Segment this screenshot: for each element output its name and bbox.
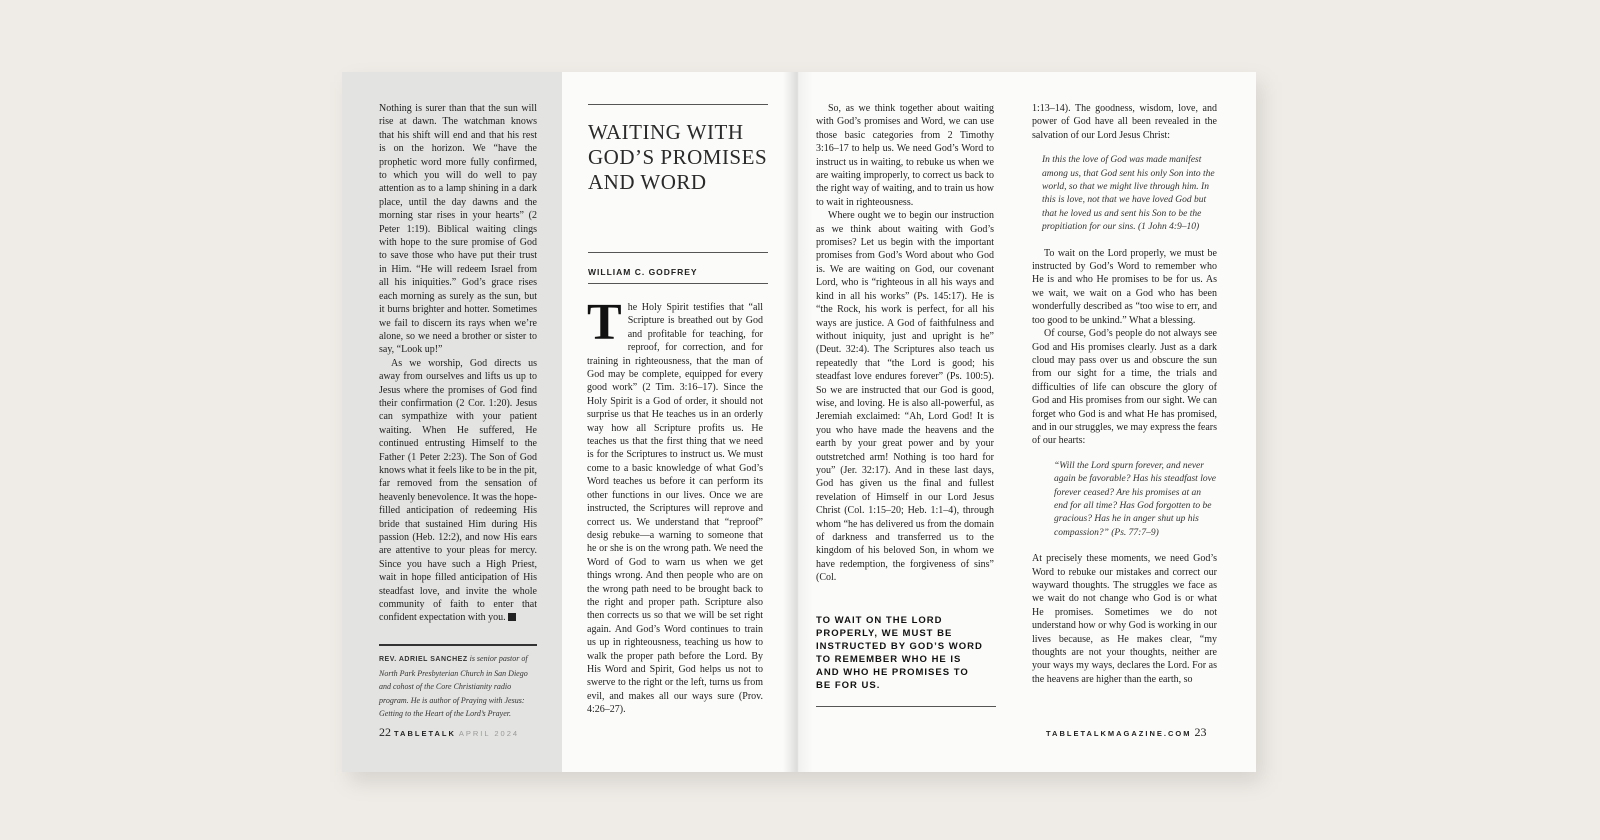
body-column-3	[816, 102, 994, 585]
magazine-name: TABLETALK	[394, 729, 456, 738]
paragraph: 1:13–14). The goodness, wisdom, love, and power of God have all been revealed in the salvation of our Lord Jesus Christ:	[1032, 103, 1217, 141]
paragraph: As we worship, God directs us away from ourselves and lifts us up to Jesus where the promises of God find their confirmation (2 Cor. 1:20). Jesus can sympathize with your patient waiting. When He suffered, He continued entrusting Himself to the Father (1 Peter 2:23). The Son of God knows what it feels like to be in the pit, far removed from the sensation of heavenly benevolence. It was the hope-filled anticipation of redeeming His bride that sustained Him during His passion (Heb. 12:2), and now His ears are attentive to your pleas for mercy. Since you have such a High Priest, wait in hope filled anticipation of His steadfast love, and invite the whole community of faith to enter that confident expectation with you.	[379, 357, 537, 624]
title-top-rule	[588, 104, 768, 105]
paragraph: Of course, God’s people do not always see God and His promises clearly. Just as a dark cloud may pass over us and obscure the sun from our sight for a time, the trials and difficulties of life can obscure the glory of God and His promises from our sight. We can forget who God is and what He has promised, and in our struggles, we may express the fears of our hearts:	[1032, 328, 1217, 447]
pull-quote-rule	[816, 706, 996, 707]
paragraph: Nothing is surer than that the sun will rise at dawn. The watchman knows that his shift will end and that his rest is on the horizon. We “have the prophetic word more fully confirmed, to which you will do well to pay attention as to a lamp shining in a dark place, until the day dawns and the morning star rises in your hearts” (2 Peter 1:19). Biblical waiting clings with hope to the sure promise of God to save those who have put their trust in Him. “He will redeem Israel from all his iniquities.” God’s grace rises each morning as surely as the sun, but it burns brighter and hotter. Sometimes we fail to discern its rays when we’re alone, so we need a brother or sister to say, “Look up!”	[379, 103, 537, 356]
psalm-quote: “Will the Lord spurn forever, and never again be favorable? Has his steadfast love forever ceased? Are his promises at an end for all time? Has God forgotten to be gracious? Has he in anger shut up his compassion?” (Ps. 77:7–9)	[1054, 460, 1217, 538]
end-mark-icon	[508, 613, 516, 621]
page-number: 23	[1194, 725, 1207, 739]
paragraph: he Holy Spirit testifies that “all Scripture is breathed out by God and profitable for teaching, for reproof, for correction, and for training in righteousness, that the man of God may be complete, equipped for every good work” (2 Tim. 3:16–17). Since the Holy Spirit is a God of order, it should not surprise us that He teaches us in an orderly way how all Scripture profits us. He teaches us that the first thing that we need is for the Scriptures to instruct us. We must come to a basic knowledge of what God’s Word teaches us before it can perform its other functions in our lives. Once we are instructed, the Scriptures will reprove and correct us. We understand that “reproof” desig rebuke—a warning to someone that he or she is on the wrong path. We need the Word of God to warn us when we get things wrong. And then people who are on the wrong path need to be brought back to the right and proper path. Scripture also then corrects us so that we will be set right again. And God’s Word continues to train us up in righteousness, teaching us how to walk the proper path before the Lord. By His Word and Spirit, God helps us not to swerve to the right or the left, turns us from evil, and makes all our ways sure (Prov. 4:26–27).	[587, 302, 763, 716]
drop-cap: T	[587, 294, 622, 351]
bio-rule	[379, 644, 537, 646]
body-column-2	[587, 294, 763, 717]
paragraph: Where ought we to begin our instruction as we think about waiting with God’s promises? Let us begin with the important promises from God’s Word about who God is. We are waiting on God, our covenant Lord, who is “righteous in all his ways and kind in all his works” (Ps. 145:17). He is “the Rock, his work is perfect, for all his ways are justice. A God of faithfulness and without iniquity, just and upright is he” (Deut. 32:4). The Scriptures also teach us repeatedly that “the Lord is good; his steadfast love endures forever” (Ps. 100:5). So we are instructed that our God is good, wise, and loving. He is also all-powerful, as Jeremiah exclaimed: “Ah, Lord God! It is you who have made the heavens and the earth by your great power and by your outstretched arm! Nothing is too hard for you” (Jer. 32:17). And in these last days, God has given us the final and fullest revelation of Himself in our Lord Jesus Christ (Col. 1:15–20; Heb. 1:1–4), through whom “he has delivered us from the domain of darkness and transferred us to the kingdom of his beloved Son, in whom we have redemption, the forgiveness of sins” (Col.	[816, 210, 994, 584]
paragraph: At precisely these moments, we need God’s Word to rebuke our mistakes and correct our wayward thoughts. The struggles we face as we wait do not change who God is or what He promises. Sometimes we do not understand how or why God is working in our lives because, as He makes clear, “my thoughts are not your thoughts, neither are your ways my ways, declares the Lord. For as the heavens are higher than the earth, so	[1032, 553, 1217, 685]
bio-name: REV. ADRIEL SANCHEZ	[379, 656, 468, 663]
author-rule	[588, 283, 768, 284]
left-folio	[379, 725, 519, 740]
issue-date: APRIL 2024	[458, 729, 520, 738]
right-folio	[1046, 725, 1206, 740]
article-author: WILLIAM C. GODFREY	[588, 267, 698, 277]
article-title: WAITING WITH GOD’S PROMISES AND WORD	[588, 120, 768, 194]
title-bottom-rule	[588, 252, 768, 253]
page-gutter	[783, 72, 813, 772]
author-bio	[379, 652, 537, 721]
pull-quote: TO WAIT ON THE LORD PROPERLY, WE MUST BE INSTRUCTED BY GOD’S WORD TO REMEMBER WHO HE IS AND WHO HE PROMISES TO BE FOR US.	[816, 615, 983, 691]
left-column-text	[379, 102, 537, 625]
scripture-quote: In this the love of God was made manifest among us, that God sent his only Son into the world, so that we might live through him. In this is love, not that we have loved God but that he loved us and sent his Son to be the propitiation for our sins. (1 John 4:9–10)	[1042, 155, 1215, 233]
paragraph: So, as we think together about waiting with God’s promises and Word, we can use those basic categories from 2 Timothy 3:16–17 to help us. We need God’s Word to instruct us in waiting, to rebuke us when we are waiting improperly, to correct us back to the right way of waiting, and to train us how to wait in righteousness.	[816, 103, 994, 208]
bio-text: is senior pastor of North Park Presbyterian Church in San Diego and cohost of the Core Christianity radio program. He is author of Praying with Jesus: Getting to the Heart of the Lord’s Prayer.	[379, 654, 528, 718]
page-number: 22	[379, 725, 391, 739]
body-column-4	[1032, 102, 1217, 686]
magazine-website: TABLETALKMAGAZINE.COM	[1046, 729, 1192, 738]
magazine-spread	[342, 72, 1256, 772]
paragraph: To wait on the Lord properly, we must be instructed by God’s Word to remember who He is and who He promises to be for us. As we wait, we wait on a God who has been wonderfully described as “too wise to err, and too good to be unkind.” What a blessing.	[1032, 247, 1217, 326]
